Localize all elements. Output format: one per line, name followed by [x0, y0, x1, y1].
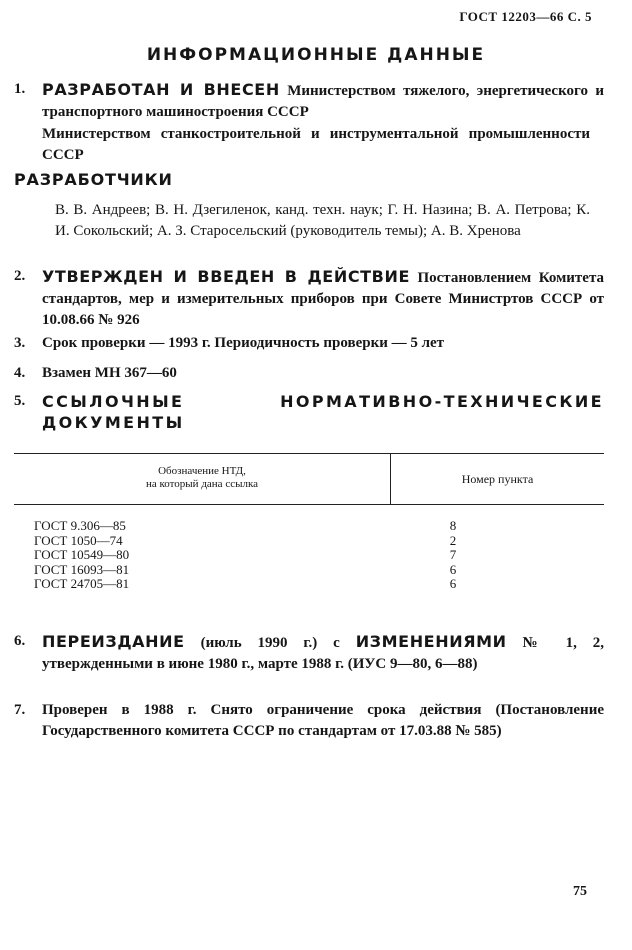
item-5-caption: ССЫЛОЧНЫЕ НОРМАТИВНО-ТЕХНИЧЕСКИЕ ДОКУМЕНТЫ	[42, 392, 604, 432]
item-6-text-b: № 1, 2, утвержденными в июне 1980 г., марте 1988 г. (ИУС 9—80, 6—88)	[42, 635, 604, 672]
item-5	[14, 391, 604, 433]
item-6	[14, 631, 604, 675]
item-1-caption: РАЗРАБОТАН И ВНЕСЕН	[42, 80, 280, 99]
item-6-number: 6.	[14, 633, 26, 649]
table-header-point-number: Номер пункта	[461, 472, 534, 486]
table-cell-doc: ГОСТ 24705—81	[34, 576, 130, 591]
table-body	[14, 519, 604, 592]
item-3	[14, 333, 604, 354]
item-2	[14, 266, 604, 331]
developers-list: В. В. Андреев; В. Н. Дзегиленок, канд. техн. наук; Г. Н. Назина; В. А. Петрова; К. И. Сокольский; А. З. Старосельский (руководитель темы); А. В. Хренова	[55, 202, 590, 239]
item-3-text: Срок проверки — 1993 г. Периодичность проверки — 5 лет	[42, 335, 445, 351]
item-4-number: 4.	[14, 365, 26, 381]
page-number: 75	[573, 884, 587, 899]
item-1-number: 1.	[14, 81, 26, 97]
page-title: ИНФОРМАЦИОННЫЕ ДАННЫЕ	[146, 45, 486, 65]
table-row	[14, 563, 604, 578]
developers-heading: РАЗРАБОТЧИКИ	[14, 170, 173, 189]
table-cell-point: 2	[449, 532, 457, 548]
table-row	[14, 577, 604, 592]
table-cell-doc: ГОСТ 9.306—85	[34, 518, 126, 533]
table-cell-doc: ГОСТ 16093—81	[34, 561, 130, 577]
table-cell-point: 7	[449, 547, 457, 562]
item-1-extra: Министерством станкостроительной и инструментальной промышленности СССР	[42, 126, 590, 163]
table-cell-point: 8	[449, 518, 457, 533]
item-1-text: Министерством тяжелого, энергетического и транспортного машиностроения СССР	[42, 83, 604, 120]
standard-code-header: ГОСТ 12203—66 С. 5	[459, 9, 592, 24]
item-2-number: 2.	[14, 268, 26, 284]
item-7-number: 7.	[14, 702, 26, 718]
item-7-text: Проверен в 1988 г. Снято ограничение срока действия (Постановление Государственного комитета СССР по стандартам от 17.03.88 № 585)	[42, 702, 604, 739]
table-cell-doc: ГОСТ 10549—80	[34, 547, 130, 562]
table-header-rule	[14, 504, 604, 505]
item-6-caption-changes: ИЗМЕНЕНИЯМИ	[355, 632, 507, 651]
item-6-caption-reissue: ПЕРЕИЗДАНИЕ	[42, 632, 185, 651]
item-1	[14, 79, 604, 123]
item-4	[14, 363, 604, 384]
item-3-number: 3.	[14, 335, 26, 351]
item-6-text-a: (июль 1990 г.) с	[184, 635, 356, 651]
table-row	[14, 519, 604, 534]
table-top-rule	[14, 453, 604, 454]
item-5-number: 5.	[14, 393, 26, 409]
table-header-designation	[14, 465, 390, 491]
item-2-text: Постановлением Комитета стандартов, мер и измерительных приборов при Совете Министртов СССР от 10.08.66 № 926	[42, 270, 604, 328]
table-cell-point: 6	[449, 561, 457, 577]
table-row	[14, 534, 604, 549]
table-cell-doc: ГОСТ 1050—74	[34, 532, 123, 548]
table-cell-point: 6	[449, 576, 457, 591]
item-2-caption: УТВЕРЖДЕН И ВВЕДЕН В ДЕЙСТВИЕ	[42, 267, 411, 286]
item-7	[14, 700, 604, 742]
table-header-designation-line1: Обозначение НТД,	[158, 465, 246, 477]
table-row	[14, 548, 604, 563]
table-header-designation-line2: на который дана ссылка	[145, 478, 259, 490]
item-4-text: Взамен МН 367—60	[42, 365, 177, 381]
